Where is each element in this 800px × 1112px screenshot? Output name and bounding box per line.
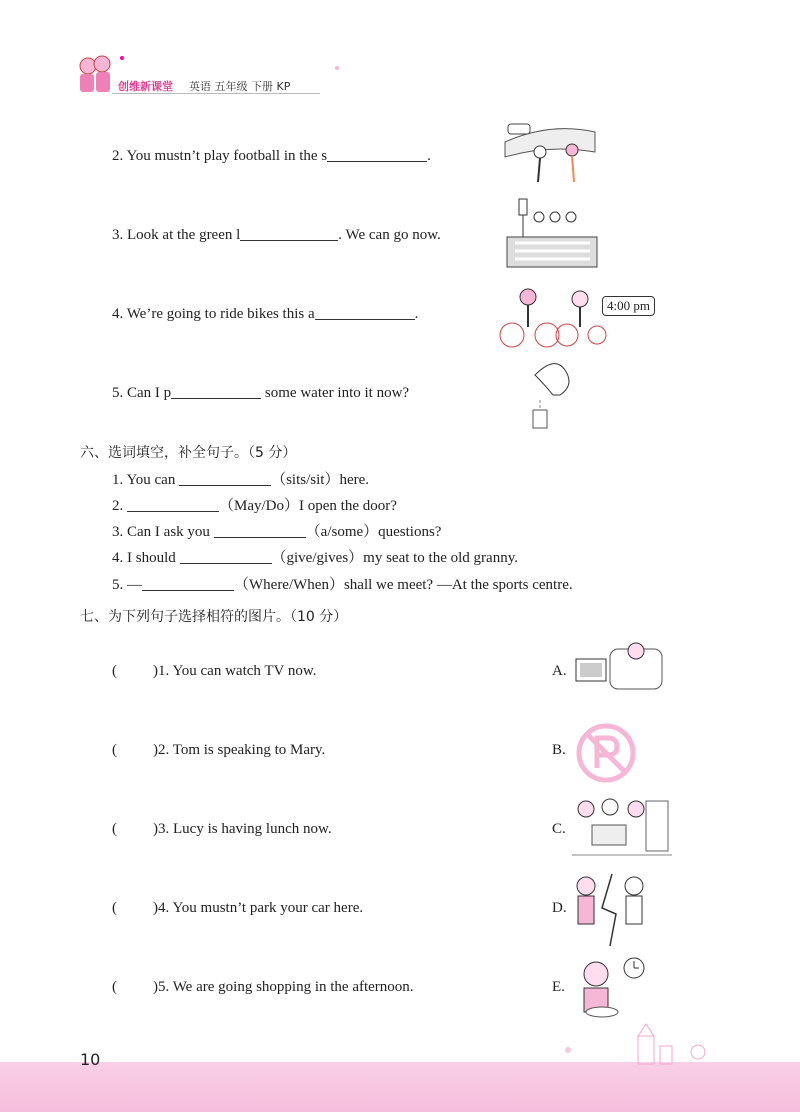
option-e-label: E.: [552, 979, 565, 995]
match-item-1: ( )1. You can watch TV now.: [112, 663, 317, 679]
choice-item-3: 3. Can I ask you （a/some）questions?: [112, 524, 442, 540]
answer-blank[interactable]: [127, 496, 219, 512]
no-parking-sign-icon: [575, 722, 637, 784]
choice-item-2: 2. （May/Do）I open the door?: [112, 498, 397, 514]
clock-time-label: 4:00 pm: [602, 296, 655, 316]
watch-tv-picture: [570, 635, 670, 695]
phone-call-picture: [572, 870, 652, 948]
fill-item-4: 4. We’re going to ride bikes this a .: [112, 306, 419, 322]
answer-blank[interactable]: [179, 470, 271, 486]
fill-item-5: 5. Can I p some water into it now?: [112, 385, 410, 401]
answer-blank[interactable]: [142, 575, 234, 591]
crossing-light-picture: [505, 195, 600, 270]
page-number: 10: [80, 1050, 101, 1069]
answer-blank[interactable]: [180, 548, 272, 564]
answer-blank[interactable]: [171, 383, 261, 399]
match-item-4: ( )4. You mustn’t park your car here.: [112, 900, 364, 916]
header-divider: [112, 93, 320, 94]
option-c-label: C.: [552, 821, 566, 837]
match-item-5: ( )5. We are going shopping in the afternoon.: [112, 979, 414, 995]
street-football-picture: [500, 112, 600, 187]
shopping-picture: [572, 795, 672, 863]
pouring-water-picture: [525, 355, 580, 430]
brand-title: 创维新课堂: [118, 80, 173, 93]
choice-item-1: 1. You can （sits/sit）here.: [112, 472, 370, 488]
footer-band: [0, 1062, 800, 1112]
section-7-heading: 七、为下列句子选择相符的图片。（10 分）: [80, 609, 348, 625]
book-subtitle: 英语 五年级 下册 KP: [189, 80, 291, 93]
option-a-label: A.: [552, 663, 567, 679]
lunch-clock-picture: [572, 952, 652, 1022]
match-item-2: ( )2. Tom is speaking to Mary.: [112, 742, 326, 758]
fill-item-2: 2. You mustn’t play football in the s .: [112, 148, 431, 164]
fill-item-3: 3. Look at the green l . We can go now.: [112, 227, 441, 243]
footer-castle-decoration: [548, 1022, 728, 1066]
option-b-label: B.: [552, 742, 566, 758]
answer-blank[interactable]: [240, 225, 338, 241]
answer-blank[interactable]: [214, 522, 306, 538]
answer-blank[interactable]: [315, 304, 415, 320]
answer-blank[interactable]: [327, 146, 427, 162]
riding-bikes-picture: [492, 285, 607, 350]
choice-item-4: 4. I should （give/gives）my seat to the old granny.: [112, 550, 518, 566]
choice-item-5: 5. — （Where/When）shall we meet? —At the sports centre.: [112, 577, 573, 593]
match-item-3: ( )3. Lucy is having lunch now.: [112, 821, 332, 837]
section-6-heading: 六、选词填空，补全句子。（5 分）: [80, 445, 297, 461]
option-d-label: D.: [552, 900, 567, 916]
